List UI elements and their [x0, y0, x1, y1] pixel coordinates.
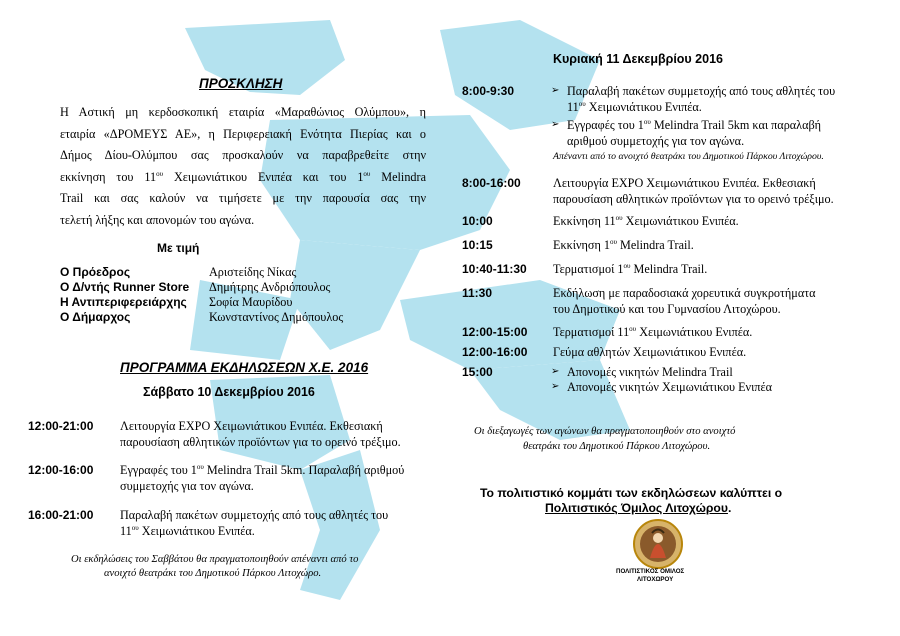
event-time: 16:00-21:00: [28, 508, 94, 522]
culture-text: Το πολιτιστικό κομμάτι των εκδηλώσεων καλύπτει ο: [480, 486, 783, 500]
event-time: 15:00: [462, 365, 493, 379]
event-text: Παραλαβή πακέτων συμμετοχής από τους αθλητές του: [567, 84, 836, 98]
event-text: Εκκίνηση $1^{o\upsilon}$ Melindra Trail.: [553, 238, 694, 252]
event-text: $11^{o\upsilon}$ Χειμωνιάτικου Ενιπέα.: [567, 100, 702, 114]
event-text: του Δημοτικού και του Γυμνασίου Λιτοχώρου.: [553, 302, 781, 316]
event-time: 10:00: [462, 214, 493, 228]
bullet-arrow-icon: ➢: [551, 119, 560, 130]
cultural-club-logo: [623, 516, 693, 596]
signatory-name: Σοφία Μαυρίδου: [209, 295, 293, 309]
invitation-line: εταιρία «ΔΡΟΜΕΥΣ ΑΕ», η Περιφερειακή Ενότητα Πιερίας και ο: [60, 126, 426, 141]
bullet-arrow-icon: ➢: [551, 381, 560, 392]
culture-text: Πολιτιστικός Όμιλος Λιτοχώρου.: [545, 501, 732, 515]
invitation-text: [60, 102, 426, 232]
event-text: Παραλαβή πακέτων συμμετοχής από τους αθλητές του: [120, 508, 389, 522]
culture-org-name: Πολιτιστικός Όμιλος Λιτοχώρου: [545, 501, 728, 515]
invitation-line: εκκίνηση του $11^{o\upsilon}$ Χειμωνιάτικου Ενιπέα και του $1^{o\upsilon}$ Melindra: [60, 169, 426, 184]
saturday-note: Οι εκδηλώσεις του Σαββάτου θα πραγματοποιηθούν απέναντι από το: [71, 554, 359, 565]
event-text: Λειτουργία EXPO Χειμωνιάτικου Ενιπέα. Εκθεσιακή: [553, 176, 816, 190]
invitation-line: Trail και σας καλούν να τιμήσετε με την παρουσία σας την: [60, 191, 426, 206]
event-time: 8:00-9:30: [462, 84, 515, 98]
sunday-date: Κυριακή 11 Δεκεμβρίου 2016: [553, 52, 723, 66]
event-text: Εγγραφές του $1^{o\upsilon}$ Melindra Trail 5km και παραλαβή: [567, 118, 822, 132]
event-text: Λειτουργία EXPO Χειμωνιάτικου Ενιπέα. Εκθεσιακή: [120, 419, 383, 433]
event-time: 12:00-15:00: [462, 325, 528, 339]
event-text: αριθμού συμμετοχής για τον αγώνα.: [567, 134, 745, 148]
signatory-name: Κωνσταντίνος Δημόπουλος: [209, 310, 344, 324]
event-text: Τερματισμοί $1^{o\upsilon}$ Melindra Trail.: [553, 262, 708, 276]
sunday-note: Οι διεξαγωγές των αγώνων θα πραγματοποιηθούν στο ανοιχτό: [474, 426, 736, 437]
signatory-role: Ο Πρόεδρος: [60, 265, 131, 279]
logo-caption: ΛΙΤΟΧΩΡΟΥ: [637, 576, 674, 583]
sunday-note: θεατράκι του Δημοτικού Πάρκου Λιτοχώρου.: [523, 441, 711, 452]
logo-caption: ΠΟΛΙΤΙΣΤΙΚΟΣ ΟΜΙΛΟΣ: [616, 568, 685, 575]
with-honor: Με τιμή: [157, 241, 200, 255]
bullet-arrow-icon: ➢: [551, 85, 560, 96]
event-text: $11^{o\upsilon}$ Χειμωνιάτικου Ενιπέα.: [120, 524, 255, 538]
invitation-line: Η Αστική μη κερδοσκοπική εταιρία «Μαραθώνιος Ολύμπου», η: [60, 105, 426, 119]
event-time: 8:00-16:00: [462, 176, 521, 190]
saturday-date: Σάββατο 10 Δεκεμβρίου 2016: [143, 385, 315, 399]
event-text: Εγγραφές του $1^{o\upsilon}$ Melindra Trail 5km. Παραλαβή αριθμού: [120, 463, 405, 477]
invitation-line: Δήμος Δίου-Ολύμπου σας προσκαλούν να παραβρεθείτε στην: [60, 148, 426, 163]
event-text: Εκδήλωση με παραδοσιακά χορευτικά συγκροτήματα: [553, 286, 816, 300]
event-text: παρουσίαση αθλητικών προϊόντων για το ορεινό τρέξιμο.: [120, 435, 401, 449]
event-text: συμμετοχής για τον αγώνα.: [120, 479, 254, 493]
event-text: παρουσίαση αθλητικών προϊόντων για το ορεινό τρέξιμο.: [553, 192, 834, 206]
event-time: 12:00-16:00: [28, 463, 94, 477]
event-time: 12:00-16:00: [462, 345, 528, 359]
event-text: Τερματισμοί $11^{o\upsilon}$ Χειμωνιάτικου Ενιπέα.: [553, 325, 753, 339]
event-time: 12:00-21:00: [28, 419, 94, 433]
event-text: Απονομές νικητών Χειμωνιάτικου Ενιπέα: [567, 380, 773, 394]
event-note: Απέναντι από το ανοιχτό θεατράκι του Δημοτικού Πάρκου Λιτοχώρου.: [553, 151, 824, 162]
invitation-line: τελετή λήξης και απονομών του αγώνα.: [60, 212, 255, 227]
program-title: ΠΡΟΓΡΑΜΜΑ ΕΚΔΗΛΩΣΕΩΝ Χ.Ε. 2016: [120, 360, 369, 375]
signatory-role: Ο Δήμαρχος: [60, 310, 131, 324]
event-text: Γεύμα αθλητών Χειμωνιάτικου Ενιπέα.: [553, 345, 747, 359]
event-text: Εκκίνηση $11^{o\upsilon}$ Χειμωνιάτικου Ενιπέα.: [553, 214, 739, 228]
event-text: Απονομές νικητών Melindra Trail: [567, 365, 733, 379]
event-time: 10:15: [462, 238, 493, 252]
signatory-name: Δημήτρης Ανδριόπουλος: [209, 280, 331, 294]
signatory-name: Αριστείδης Νίκας: [209, 265, 297, 279]
saturday-note: ανοιχτό θεατράκι του Δημοτικού Πάρκου Λιτοχώρο.: [104, 568, 322, 579]
signatory-role: Ο Δ/ντής Runner Store: [60, 280, 190, 294]
signatory-role: Η Αντιπεριφερειάρχης: [60, 295, 187, 309]
event-time: 11:30: [462, 286, 493, 300]
invitation-title: ΠΡΟΣΚΛΗΣΗ: [199, 76, 283, 91]
event-time: 10:40-11:30: [462, 262, 527, 276]
bullet-arrow-icon: ➢: [551, 366, 560, 377]
